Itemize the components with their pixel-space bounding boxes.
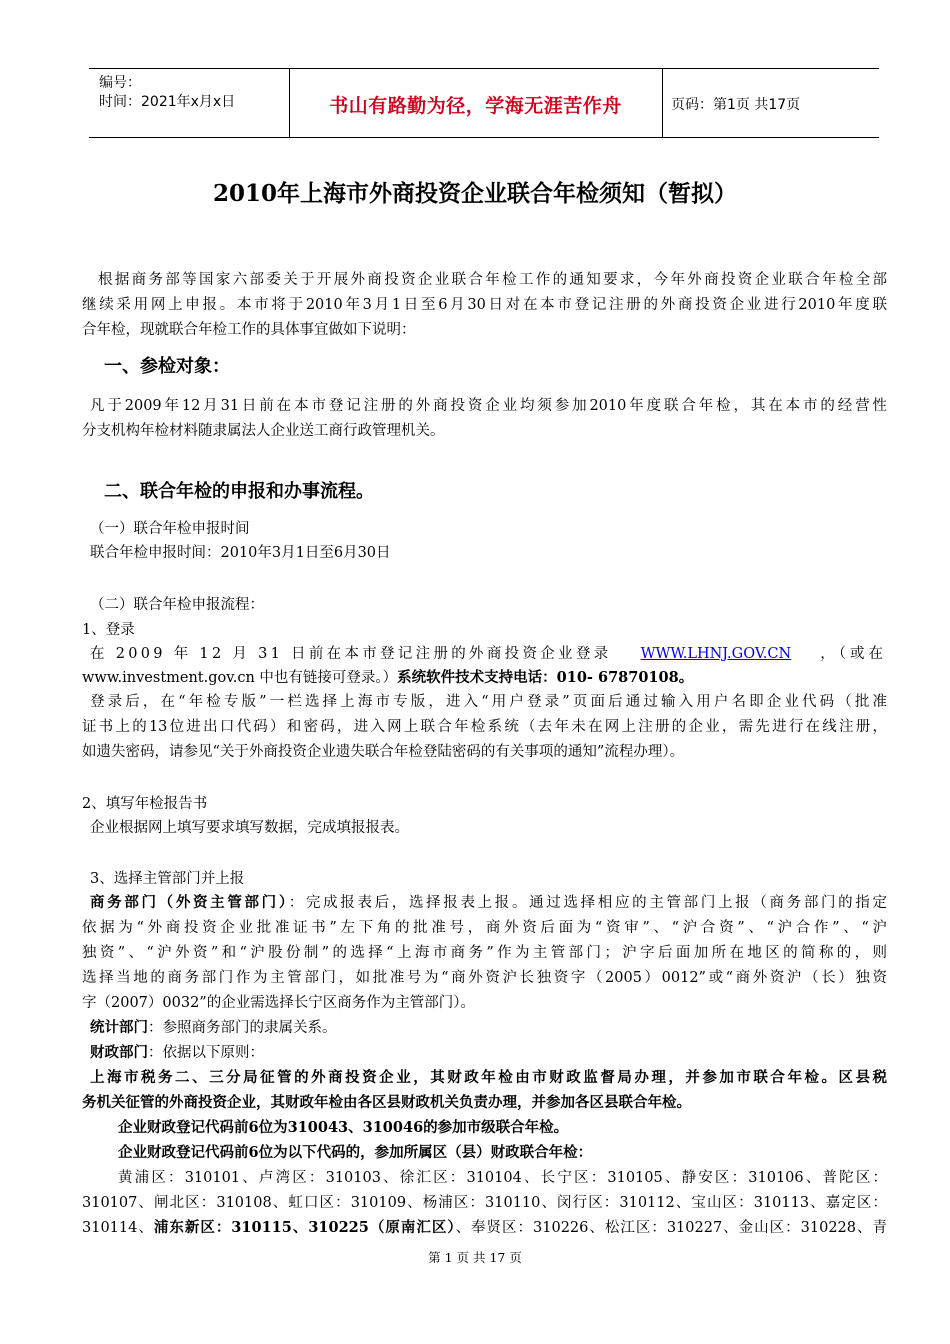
header-middle-cell bbox=[289, 69, 663, 137]
district-line3-post: 、奉贤区：310226、松江区：310227、金山区：310228、青 bbox=[455, 1220, 887, 1236]
section2-heading: 二、联合年检的申报和办事流程。 bbox=[104, 481, 374, 502]
sub1-title: （一）联合年检申报时间 bbox=[90, 521, 250, 537]
stats-label: 统计部门 bbox=[90, 1019, 148, 1036]
district-line3-pre: 310114、 bbox=[82, 1220, 154, 1236]
sub2-title: （二）联合年检申报流程： bbox=[90, 597, 264, 613]
document-number: 编号： bbox=[99, 75, 141, 91]
finance-bold-line-1: 上海市税务二、三分局征管的外商投资企业，其财政年检由市财政监督局办理，并参加市联合年检。区县税 bbox=[90, 1069, 887, 1086]
step1-line-3: 登录后，在“年检专版”一栏选择上海市专版，进入“用户登录”页面后通过输入用户名即企业代码（批准 bbox=[90, 694, 887, 710]
step3-commerce-line-2: 依据为“外商投资企业批准证书”左下角的批准号，商外资后面为“资审”、“沪合资”、“沪合作”、“沪 bbox=[82, 920, 887, 936]
finance-bold-line-3: 企业财政登记代码前6位为310043、310046的参加市级联合年检。 bbox=[118, 1119, 569, 1136]
intro-line-2: 继续采用网上申报。本市将于2010年3月1日至6月30日对在本市登记注册的外商投资企业进行2010年度联 bbox=[82, 297, 887, 313]
step1-line-5: 如遗失密码，请参见“关于外商投资企业遗失联合年检登陆密码的有关事项的通知”流程办理）。 bbox=[82, 744, 685, 760]
step3-commerce-line-4: 选择当地的商务部门作为主管部门，如批准号为“商外资沪长独资字（2005）0012”或“商外资沪（长）独资 bbox=[82, 970, 887, 986]
section1-line-2: 分支机构年检材料随隶属法人企业送工商行政管理机关。 bbox=[82, 423, 445, 439]
pudong-district: 浦东新区：310115、310225（原南汇区） bbox=[153, 1219, 456, 1236]
tech-support-phone: 系统软件技术支持电话：010- 67870108。 bbox=[397, 669, 694, 686]
commerce-label: 商务部门（外资主管部门） bbox=[90, 894, 289, 911]
header-right-cell bbox=[663, 69, 879, 137]
step2-title: 2、填写年检报告书 bbox=[82, 796, 208, 812]
step1-title: 1、登录 bbox=[82, 622, 135, 638]
step1-line-1 bbox=[90, 644, 887, 664]
district-line-3 bbox=[82, 1218, 887, 1238]
step1-line-4: 证书上的13位进出口代码）和密码，进入网上联合年检系统（去年未在网上注册的企业，需先进行在线注册， bbox=[82, 719, 887, 735]
step3-title: 3、选择主管部门并上报 bbox=[90, 871, 245, 887]
step1-line-2 bbox=[82, 668, 693, 688]
page-footer: 第 1 页 共 17 页 bbox=[428, 1250, 522, 1265]
document-time: 时间：2021年x月x日 bbox=[99, 94, 236, 110]
sub1-text: 联合年检申报时间：2010年3月1日至6月30日 bbox=[90, 545, 391, 561]
header-page-number: 页码：第1页 共17页 bbox=[671, 97, 801, 113]
step3-commerce-line-1 bbox=[90, 893, 887, 913]
district-line-1: 黄浦区：310101、卢湾区：310103、徐汇区：310104、长宁区：310105、静安区：310106、普陀区： bbox=[118, 1170, 887, 1186]
section1-line-1: 凡于2009年12月31日前在本市登记注册的外商投资企业均须参加2010年度联合年检，其在本市的经营性 bbox=[90, 398, 887, 414]
finance-bold-line-2: 务机关征管的外商投资企业，其财政年检由各区县财政机关负责办理，并参加各区县联合年检。 bbox=[82, 1094, 691, 1111]
intro-line-3: 合年检，现就联合年检工作的具体事宜做如下说明： bbox=[82, 322, 416, 338]
step3-commerce-line-3: 独资”、“沪外资”和“沪股份制”的选择“上海市商务”作为主管部门；沪字后面加所在地区的简称的，则 bbox=[82, 945, 887, 961]
commerce-text-1: ：完成报表后，选择报表上报。通过选择相应的主管部门上报（商务部门的指定 bbox=[288, 895, 888, 911]
step1-line1-post: ，（或在 bbox=[820, 646, 887, 662]
header-motto: 书山有路勤为径，学海无涯苦作舟 bbox=[329, 95, 622, 117]
header-left-cell bbox=[89, 69, 290, 137]
section1-heading: 一、参检对象： bbox=[104, 356, 230, 377]
step3-commerce-line-5: 字（2007）0032”的企业需选择长宁区商务作为主管部门）。 bbox=[82, 995, 475, 1011]
step1-line1-pre: 在 2009 年 12 月 31 日前在本市登记注册的外商投资企业登录 bbox=[90, 646, 612, 662]
step2-text: 企业根据网上填写要求填写数据，完成填报报表。 bbox=[90, 820, 409, 836]
lhnj-link[interactable]: WWW.LHNJ.GOV.CN bbox=[640, 646, 792, 662]
step1-line2-pre: www.investment.gov.cn 中也有链接可登录。） bbox=[82, 670, 398, 686]
finance-bold-line-4: 企业财政登记代码前6位为以下代码的，参加所属区（县）财政联合年检： bbox=[118, 1144, 593, 1161]
district-line-2: 310107、闸北区：310108、虹口区：310109、杨浦区：310110、闵行区：310112、宝山区：310113、嘉定区： bbox=[82, 1195, 887, 1211]
document-title: 2010年上海市外商投资企业联合年检须知（暂拟） bbox=[212, 180, 737, 207]
stats-line bbox=[90, 1018, 337, 1038]
finance-label: 财政部门 bbox=[90, 1044, 148, 1061]
finance-text: ：依据以下原则： bbox=[148, 1045, 264, 1061]
header-table bbox=[89, 68, 879, 138]
intro-line-1: 根据商务部等国家六部委关于开展外商投资企业联合年检工作的通知要求，今年外商投资企业联合年检全部 bbox=[98, 272, 887, 288]
stats-text: ：参照商务部门的隶属关系。 bbox=[148, 1020, 337, 1036]
finance-line bbox=[90, 1043, 264, 1063]
